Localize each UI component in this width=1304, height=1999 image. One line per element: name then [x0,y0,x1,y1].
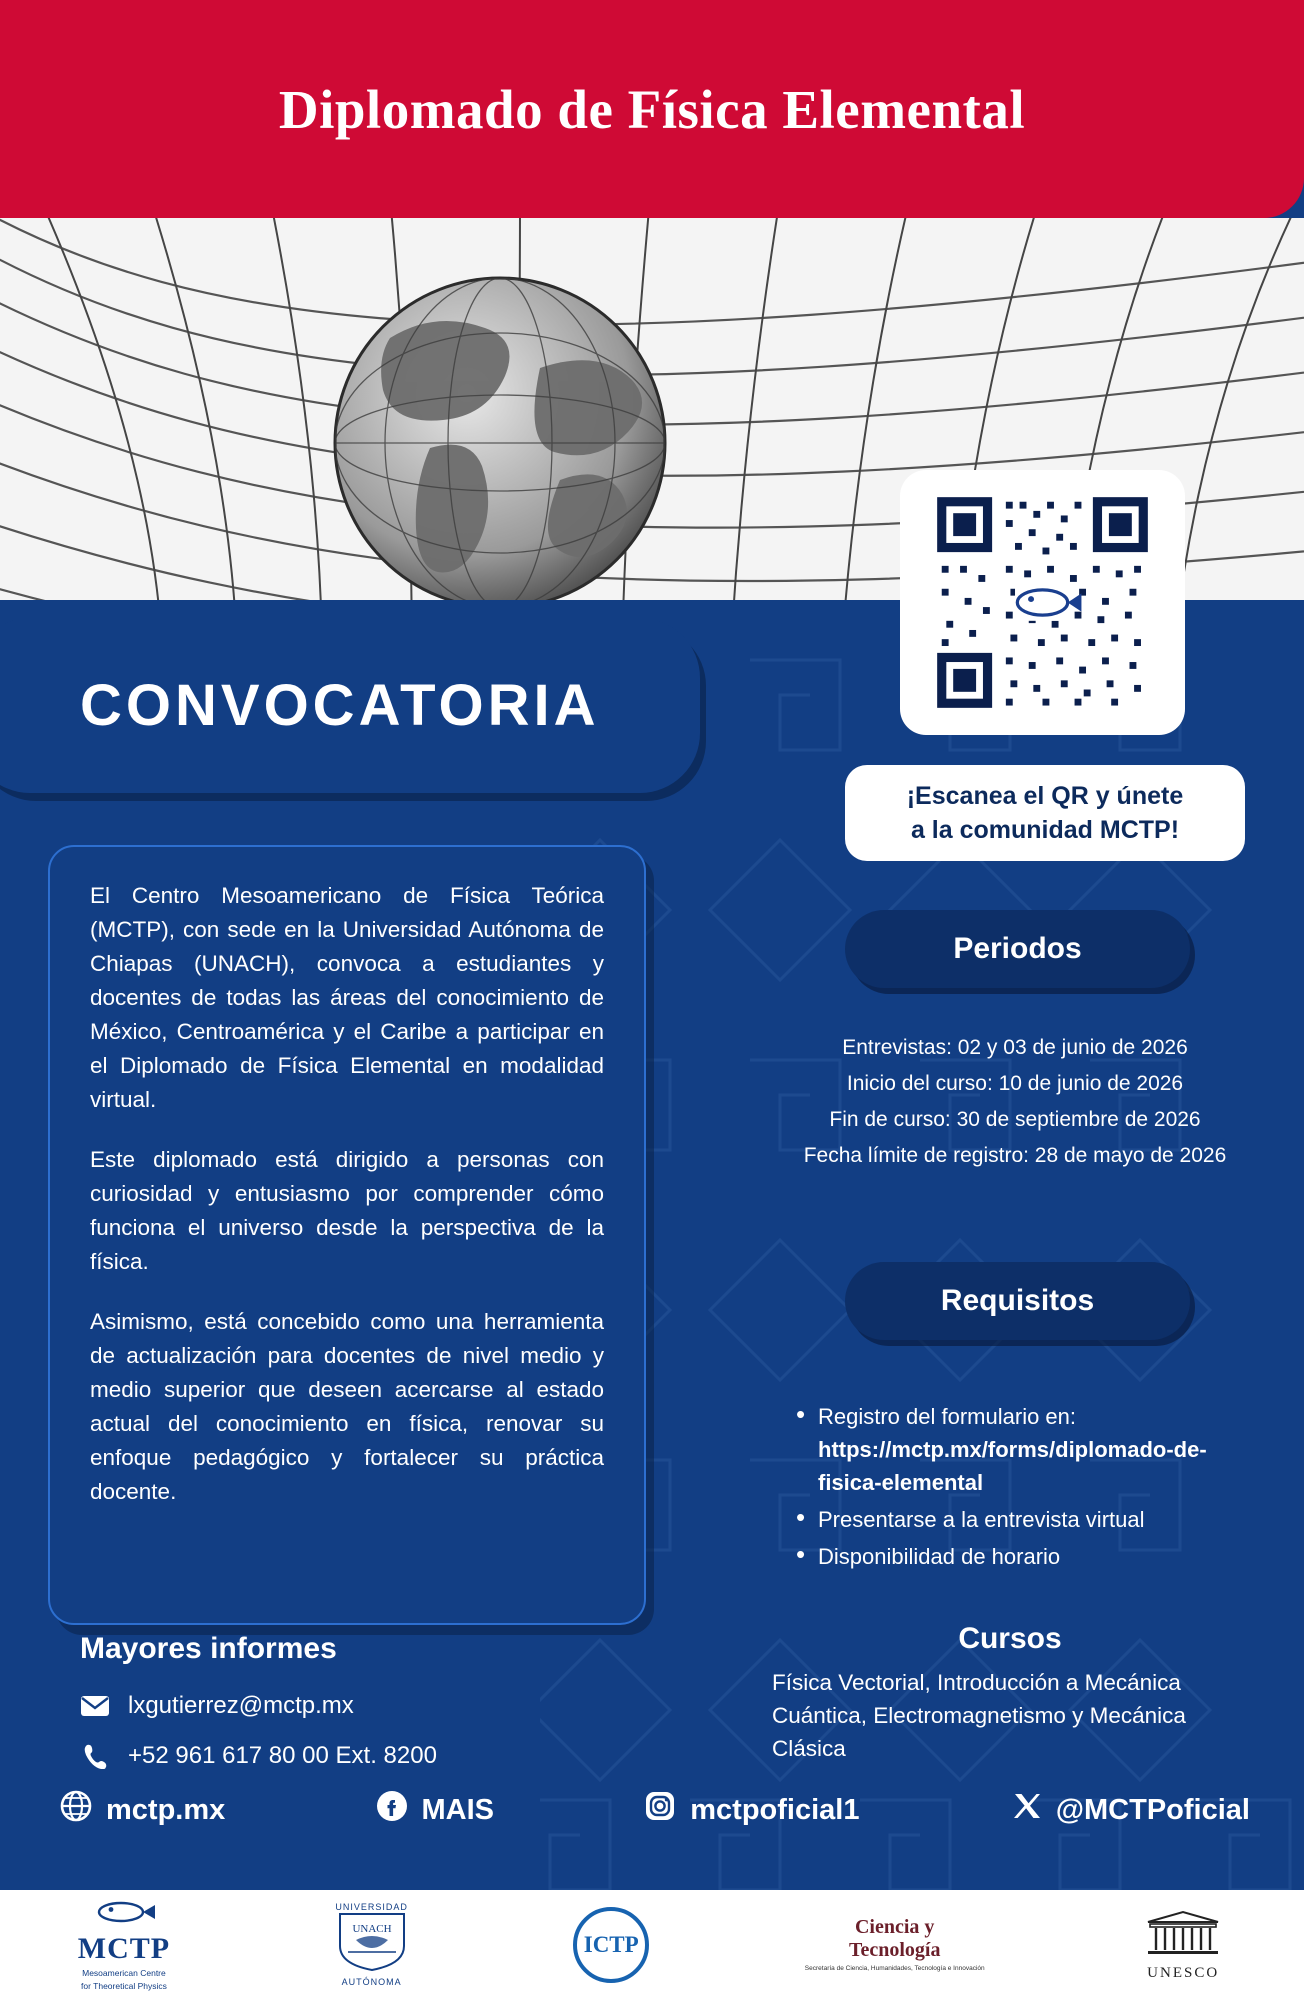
cursos-text: Física Vectorial, Introducción a Mecánica Cuántica, Electromagnetismo y Mecánica Clásica [772,1670,1186,1761]
requisito-item: • Presentarse a la entrevista virtual [790,1503,1240,1536]
ictp-label: ICTP [573,1907,649,1983]
convocatoria-label: CONVOCATORIA [80,673,600,738]
social-instagram[interactable] [644,1790,859,1830]
social-facebook[interactable] [376,1790,495,1830]
social-x[interactable] [1010,1790,1250,1830]
instagram-icon [644,1790,676,1830]
svg-text:UNACH: UNACH [352,1923,392,1935]
ct-line-2: Tecnología [848,1938,941,1961]
periodo-item: Inicio del curso: 10 de junio de 2026 [846,1072,1184,1095]
contact-phone[interactable] [80,1742,437,1770]
periodo-item: Fin de curso: 30 de septiembre de 2026 [829,1108,1201,1131]
requisitos-heading [845,1262,1190,1340]
requisitos-heading-label: Requisitos [940,1284,1095,1317]
unach-top-text: UNIVERSIDAD [335,1902,408,1912]
website-label: mctp.mx [106,1793,226,1826]
periodo-item: Fecha límite de registro: 28 de mayo de 2026 [803,1144,1227,1167]
qr-caption-line-2: a la comunidad MCTP! [910,816,1180,844]
mctp-name: MCTP [77,1932,171,1965]
phone-icon [80,1743,110,1769]
requisitos-list [790,1400,1240,1577]
instagram-label: mctpoficial1 [690,1793,860,1826]
social-website[interactable] [60,1790,225,1830]
qr-code[interactable] [900,470,1185,735]
logo-ictp [573,1907,649,1983]
mctp-sub-2: for Theoretical Physics [81,1981,167,1991]
mctp-sub-1: Mesoamerican Centre [82,1968,166,1978]
ct-subtext: Secretaría de Ciencia, Humanidades, Tecnología e Innovación [804,1964,985,1972]
description-card [48,845,646,1625]
x-twitter-icon [1010,1790,1042,1830]
unesco-label: UNESCO [1147,1964,1220,1981]
requisito-item [790,1400,1240,1499]
qr-caption [845,765,1245,861]
description-paragraph-2: Este diplomado está dirigido a personas con curiosidad y entusiasmo por comprender cómo funciona el universo desde la perspectiva de la física. [90,1147,604,1274]
requisito-item: • Disponibilidad de horario [790,1540,1240,1573]
requisito-label: Registro del formulario en: [818,1404,1077,1429]
periodos-heading-label: Periodos [953,932,1082,965]
ct-line-1: Ciencia y [854,1915,935,1938]
periodo-item: Entrevistas: 02 y 03 de junio de 2026 [842,1036,1188,1059]
mctp-fish-icon [89,1897,159,1927]
periodos-list [790,1030,1240,1174]
periodos-heading [845,910,1190,988]
phone-text: +52 961 617 80 00 Ext. 8200 [128,1742,437,1769]
facebook-icon [376,1790,408,1830]
unach-bottom-text: AUTÓNOMA [341,1977,402,1987]
cursos-heading: Cursos [958,1622,1062,1655]
globe-icon [60,1790,92,1830]
qr-code-icon [918,488,1167,717]
contact-email[interactable] [80,1692,354,1720]
convocatoria-banner [0,618,700,793]
registration-url[interactable]: https://mctp.mx/forms/diplomado-de-fisica-elemental [818,1437,1207,1495]
page-title: Diplomado de Física Elemental [278,78,1026,140]
footer-logos [0,1890,1304,1999]
logo-mctp [78,1897,170,1992]
description-paragraph-3: Asimismo, está concebido como una herramienta de actualización para docentes de nivel medio y medio superior que deseen acercarse al estado actual del conocimiento en física, renovar su enfoque pedagógico y fortalecer su práctica docente. [90,1309,604,1504]
logo-unach [326,1902,418,1987]
unach-shield-icon [326,1912,418,1972]
envelope-icon [80,1695,110,1717]
informes-heading: Mayores informes [80,1632,337,1665]
facebook-label: MAIS [421,1793,495,1826]
x-label: @MCTPoficial [1055,1793,1250,1826]
description-paragraph-1: El Centro Mesoamericano de Física Teórica (MCTP), con sede en la Universidad Autónoma de Chiapas (UNACH), convoca a estudiantes y docentes de todas las áreas del conocimiento de México, Centroamérica y el Caribe a participar en el Diplomado de Física Elemental en modalidad virtual. [90,883,604,1112]
poster-header [0,0,1304,218]
logo-unesco [1140,1908,1226,1982]
unesco-temple-icon [1140,1908,1226,1960]
social-row [60,1790,1250,1830]
qr-caption-line-1: ¡Escanea el QR y únete [906,782,1184,810]
logo-ciencia-tecnologia [805,1916,985,1974]
email-text: lxgutierrez@mctp.mx [128,1692,354,1719]
